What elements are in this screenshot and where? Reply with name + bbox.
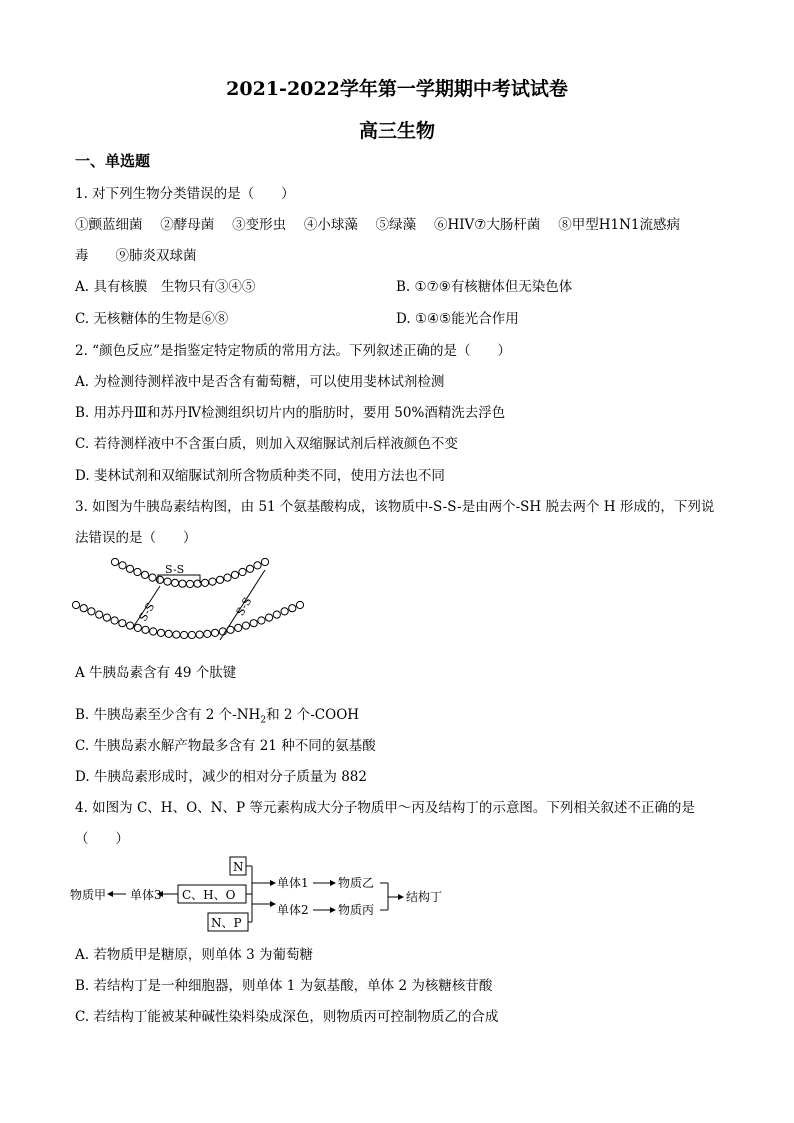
- q4-stem-line2: （ ）: [75, 831, 129, 847]
- amino-acid-bead: [250, 620, 257, 627]
- amino-acid-bead: [173, 631, 180, 638]
- macromolecule-diagram: [70, 852, 460, 937]
- q2-stem: 2. “颜色反应”是指鉴定特定物质的常用方法。下列叙述正确的是（ ）: [75, 343, 511, 359]
- q3-option-a: A 牛胰岛素含有 49 个肽键: [75, 665, 237, 681]
- amino-acid-bead: [204, 630, 211, 637]
- amino-acid-bead: [171, 579, 178, 586]
- q3-option-c: C. 牛胰岛素水解产物最多含有 21 种不同的氨基酸: [75, 738, 376, 754]
- amino-acid-bead: [188, 631, 195, 638]
- substance-c-label: 物质丙: [338, 903, 375, 917]
- amino-acid-bead: [72, 601, 79, 608]
- box-np-label: N、P: [211, 916, 242, 930]
- amino-acid-bead: [111, 558, 118, 565]
- amino-acid-bead: [289, 605, 296, 612]
- amino-acid-bead: [80, 605, 87, 612]
- amino-acid-bead: [156, 576, 163, 583]
- q3-option-d: D. 牛胰岛素形成时，减少的相对分子质量为 882: [75, 769, 367, 785]
- amino-acid-bead: [216, 576, 223, 583]
- q1-items: ①颤蓝细菌 ②酵母菌 ③变形虫 ④小球藻 ⑤绿藻 ⑥HIV⑦大肠杆菌 ⑧甲型: [75, 217, 599, 233]
- disulfide-label: S-S: [233, 595, 255, 619]
- monomer2-label: 单体2: [277, 903, 309, 917]
- q1-items-line1: [75, 213, 680, 233]
- q1-option-d: D. ①④⑤能光合作用: [396, 311, 519, 327]
- q4-option-c: C. 若结构丁能被某种碱性染料染成深色，则物质丙可控制物质乙的合成: [75, 1009, 499, 1025]
- q3-option-b: B. 牛胰岛素至少含有 2 个$-NH_2$和 2 个-COOH: [75, 707, 360, 726]
- amino-acid-bead: [211, 629, 218, 636]
- amino-acid-bead: [186, 580, 193, 587]
- amino-acid-bead: [119, 562, 126, 569]
- amino-acid-bead: [111, 617, 118, 624]
- amino-acid-bead: [242, 622, 249, 629]
- amino-acid-bead: [134, 624, 141, 631]
- amino-acid-bead: [281, 608, 288, 615]
- amino-acid-bead: [261, 558, 268, 565]
- amino-acid-bead: [165, 630, 172, 637]
- substance-b-label: 物质乙: [338, 876, 375, 890]
- q1-items-line2: 毒 ⑨肺炎双球菌: [75, 248, 197, 264]
- amino-acid-bead: [179, 580, 186, 587]
- amino-acid-bead: [246, 565, 253, 572]
- q4-stem-line1: 4. 如图为 C、H、O、N、P 等元素构成大分子物质甲～丙及结构丁的示意图。下列相关叙述不正确的是: [75, 800, 695, 816]
- disulfide-label: S-S: [136, 600, 158, 624]
- disulfide-label: S-S: [165, 563, 185, 576]
- amino-acid-bead: [224, 574, 231, 581]
- q2-option-d: D. 斐林试剂和双缩脲试剂所含物质种类不同，使用方法也不同: [75, 468, 445, 484]
- amino-acid-bead: [231, 571, 238, 578]
- insulin-structure-diagram: [70, 555, 310, 650]
- amino-acid-bead: [196, 631, 203, 638]
- amino-acid-bead: [235, 624, 242, 631]
- q4-option-b: B. 若结构丁是一种细胞器，则单体 1 为氨基酸，单体 2 为核糖核苷酸: [75, 978, 493, 994]
- amino-acid-bead: [103, 614, 110, 621]
- amino-acid-bead: [266, 614, 273, 621]
- q1-option-b: B. ①⑦⑨有核糖体但无染色体: [396, 279, 573, 295]
- amino-acid-bead: [296, 601, 303, 608]
- q1-h1n1: H1N1流感病: [598, 217, 680, 233]
- amino-acid-bead: [96, 611, 103, 618]
- q3-stem-line2: 法错误的是（ ）: [75, 530, 197, 546]
- amino-acid-bead: [201, 579, 208, 586]
- q1-option-a: A. 具有核膜 生物只有③④⑤: [75, 279, 256, 295]
- amino-acid-bead: [142, 626, 149, 633]
- structure-d-label: 结构丁: [406, 890, 443, 904]
- box-n-label: N: [233, 860, 244, 874]
- monomer3-label: 单体3: [130, 888, 162, 902]
- amino-acid-bead: [254, 562, 261, 569]
- amino-acid-bead: [258, 617, 265, 624]
- amino-acid-bead: [141, 571, 148, 578]
- monomer1-label: 单体1: [277, 876, 309, 890]
- q2-option-c: C. 若待测样液中不含蛋白质，则加入双缩脲试剂后样液颜色不变: [75, 436, 458, 452]
- q3-stem-line1: 3. 如图为牛胰岛素结构图，由 51 个氨基酸构成，该物质中-S-S-是由两个-SH 脱去两个 H 形成的，下列说: [75, 499, 715, 515]
- q1-stem: 1. 对下列生物分类错误的是（ ）: [75, 186, 295, 202]
- amino-acid-bead: [209, 578, 216, 585]
- q4-option-a: A. 若物质甲是糖原，则单体 3 为葡萄糖: [75, 947, 314, 963]
- amino-acid-bead: [88, 608, 95, 615]
- q2-option-a: A. 为检测待测样液中是否含有葡萄糖，可以使用斐林试剂检测: [75, 374, 445, 390]
- amino-acid-bead: [273, 611, 280, 618]
- section-heading: 一、单选题: [75, 152, 151, 170]
- q2-option-b: B. 用苏丹Ⅲ和苏丹Ⅳ检测组织切片内的脂肪时，要用 50%酒精洗去浮色: [75, 405, 506, 421]
- amino-acid-bead: [239, 568, 246, 575]
- amino-acid-bead: [119, 620, 126, 627]
- amino-acid-bead: [134, 568, 141, 575]
- amino-acid-bead: [164, 578, 171, 585]
- exam-title: 2021-2022学年第一学期期中考试试卷: [226, 78, 568, 100]
- amino-acid-bead: [126, 565, 133, 572]
- amino-acid-bead: [157, 629, 164, 636]
- substance-a-label: 物质甲: [70, 888, 107, 902]
- amino-acid-bead: [150, 628, 157, 635]
- q1-option-c: C. 无核糖体的生物是⑥⑧: [75, 311, 229, 327]
- amino-acid-bead: [149, 574, 156, 581]
- amino-acid-bead: [181, 631, 188, 638]
- box-cho-label: C、H、O: [182, 888, 236, 902]
- exam-subtitle: 高三生物: [358, 120, 435, 142]
